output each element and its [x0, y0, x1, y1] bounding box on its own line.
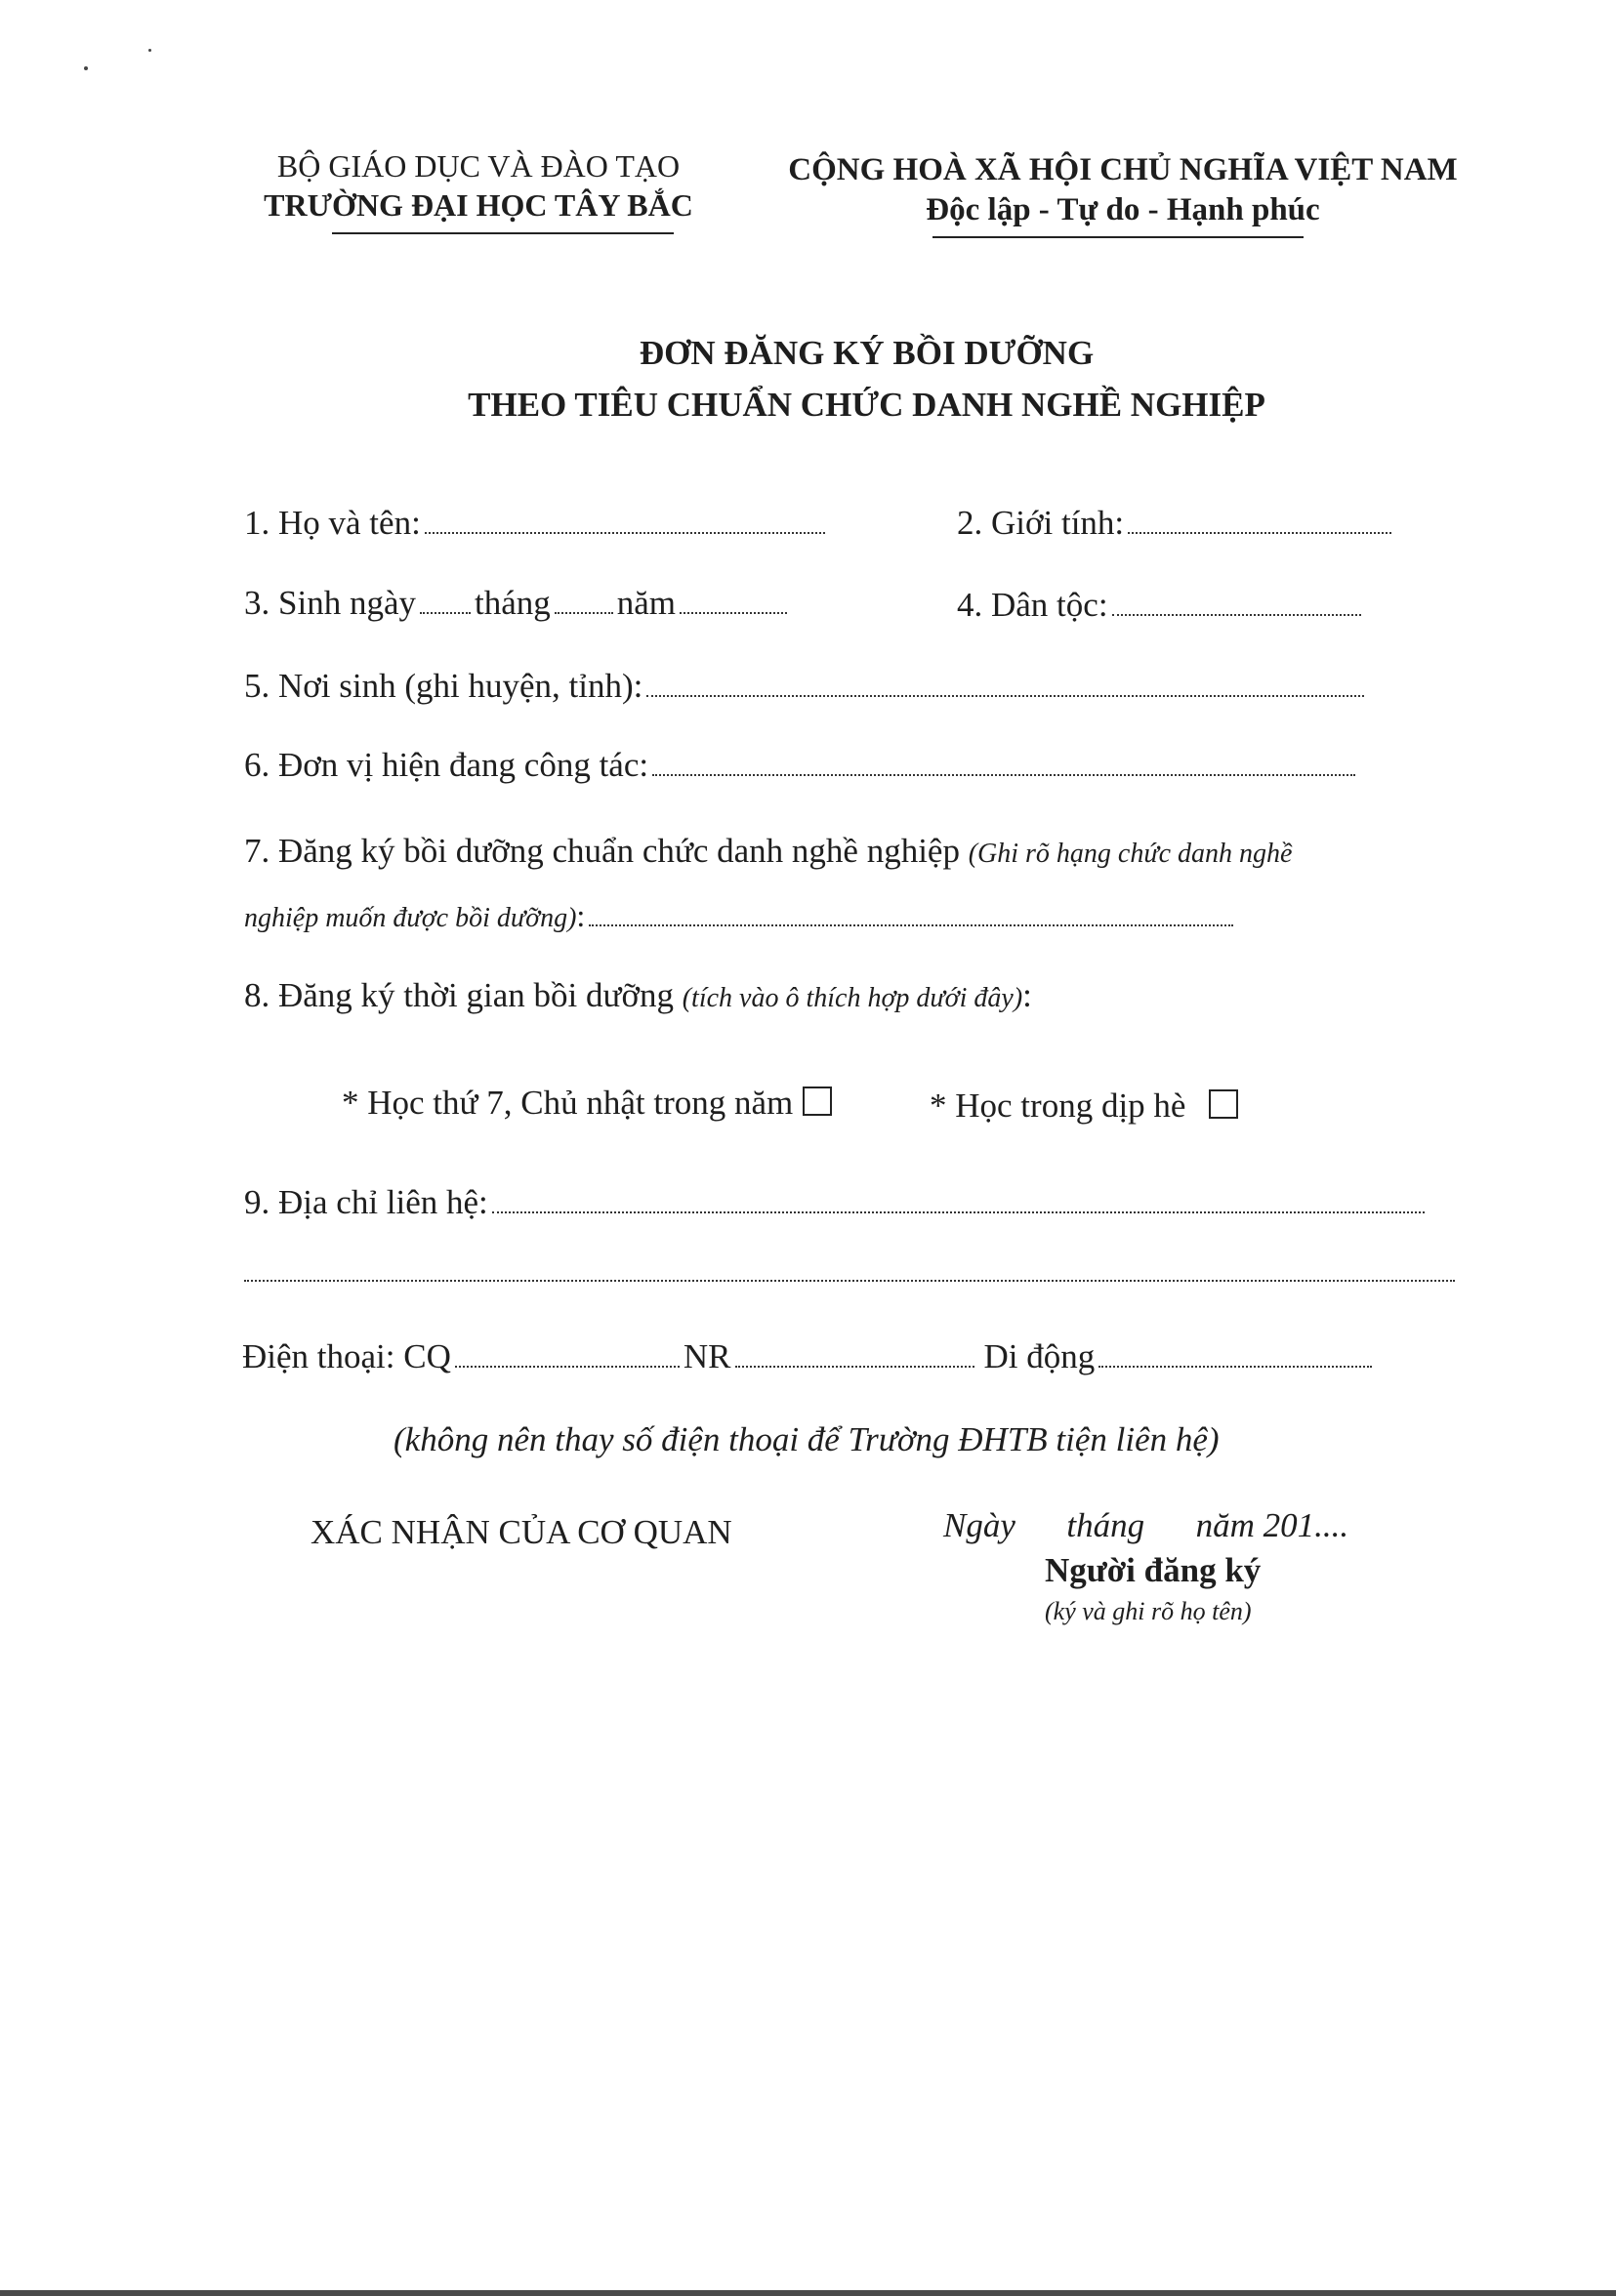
- field-title-register-line2[interactable]: [244, 898, 1237, 934]
- field-label: 2. Giới tính:: [957, 504, 1125, 542]
- fill-line: [680, 612, 787, 614]
- field-colon: :: [576, 898, 586, 933]
- field-title-register: [244, 832, 1292, 871]
- form-title-line1: ĐƠN ĐĂNG KÝ BỒI DƯỠNG: [639, 334, 1095, 372]
- field-label: 1. Họ và tên:: [244, 504, 421, 542]
- field-workplace[interactable]: [244, 746, 1359, 785]
- option-summer[interactable]: [930, 1086, 1238, 1126]
- field-label: 9. Địa chỉ liên hệ:: [244, 1183, 488, 1221]
- fill-line: [420, 612, 471, 614]
- country-name: CỘNG HOÀ XÃ HỘI CHỦ NGHĨA VIỆT NAM: [788, 152, 1458, 187]
- field-label: 3. Sinh ngày: [244, 584, 416, 622]
- field-label: 7. Đăng ký bồi dưỡng chuẩn chức danh nghề nghiệp: [244, 832, 960, 870]
- field-birthplace[interactable]: [244, 667, 1368, 706]
- field-address-line2[interactable]: [244, 1269, 1459, 1287]
- field-note: nghiệp muốn được bồi dưỡng): [244, 903, 577, 933]
- field-schedule: [244, 976, 1032, 1015]
- fill-line: [455, 1366, 680, 1368]
- fill-line: [646, 695, 1364, 697]
- fill-line: [1128, 532, 1391, 534]
- fill-line: [1098, 1366, 1372, 1368]
- fill-line: [425, 532, 825, 534]
- field-label: Điện thoại: CQ: [242, 1337, 451, 1375]
- field-birth-date[interactable]: [244, 584, 791, 623]
- fill-line: [589, 924, 1233, 926]
- field-label: 4. Dân tộc:: [957, 586, 1108, 624]
- field-phone[interactable]: [242, 1337, 1376, 1376]
- summer-checkbox[interactable]: [1209, 1089, 1238, 1119]
- country-motto: Độc lập - Tự do - Hạnh phúc: [926, 192, 1320, 227]
- option-weekend[interactable]: [342, 1084, 832, 1123]
- option-label: * Học trong dịp hè: [930, 1086, 1186, 1125]
- field-label: 8. Đăng ký thời gian bồi dưỡng: [244, 976, 674, 1014]
- header-right-underline: [932, 236, 1304, 238]
- fill-line: [492, 1211, 1425, 1213]
- scan-speck: [84, 66, 88, 70]
- weekend-checkbox[interactable]: [803, 1086, 832, 1116]
- header-left-underline: [332, 232, 674, 234]
- signer-label: Người đăng ký: [1045, 1551, 1262, 1589]
- option-label: * Học thứ 7, Chủ nhật trong năm: [342, 1084, 794, 1122]
- date-line: Ngày tháng năm 201....: [943, 1506, 1349, 1544]
- field-ethnicity[interactable]: [957, 586, 1365, 625]
- field-note: (tích vào ô thích hợp dưới đây): [682, 983, 1023, 1013]
- fill-line: [555, 612, 613, 614]
- field-label: năm: [616, 584, 677, 622]
- phone-note: (không nên thay số điện thoại để Trường ĐHTB tiện liên hệ): [394, 1420, 1220, 1458]
- field-gender[interactable]: [957, 504, 1395, 543]
- field-label: tháng: [474, 584, 551, 622]
- scan-speck: [148, 49, 151, 52]
- sign-note: (ký và ghi rõ họ tên): [1045, 1597, 1252, 1625]
- field-address[interactable]: [244, 1183, 1429, 1222]
- field-label: NR: [683, 1337, 731, 1375]
- university-name: TRƯỜNG ĐẠI HỌC TÂY BẮC: [264, 187, 693, 223]
- agency-confirmation-label: XÁC NHẬN CỦA CƠ QUAN: [311, 1513, 732, 1551]
- fill-line: [652, 774, 1355, 776]
- fill-line: [1112, 614, 1361, 616]
- form-title-line2: THEO TIÊU CHUẨN CHỨC DANH NGHỀ NGHIỆP: [468, 386, 1265, 424]
- field-label: 5. Nơi sinh (ghi huyện, tỉnh):: [244, 667, 643, 705]
- field-label: 6. Đơn vị hiện đang công tác:: [244, 746, 649, 784]
- field-label: Di động: [983, 1337, 1096, 1375]
- field-full-name[interactable]: [244, 504, 829, 543]
- field-colon: :: [1022, 976, 1032, 1014]
- fill-line: [244, 1280, 1455, 1282]
- fill-line: [735, 1366, 974, 1368]
- field-note: (Ghi rõ hạng chức danh nghề: [968, 839, 1293, 869]
- scan-bottom-edge: [0, 2290, 1616, 2296]
- ministry-name: BỘ GIÁO DỤC VÀ ĐÀO TẠO: [276, 148, 681, 184]
